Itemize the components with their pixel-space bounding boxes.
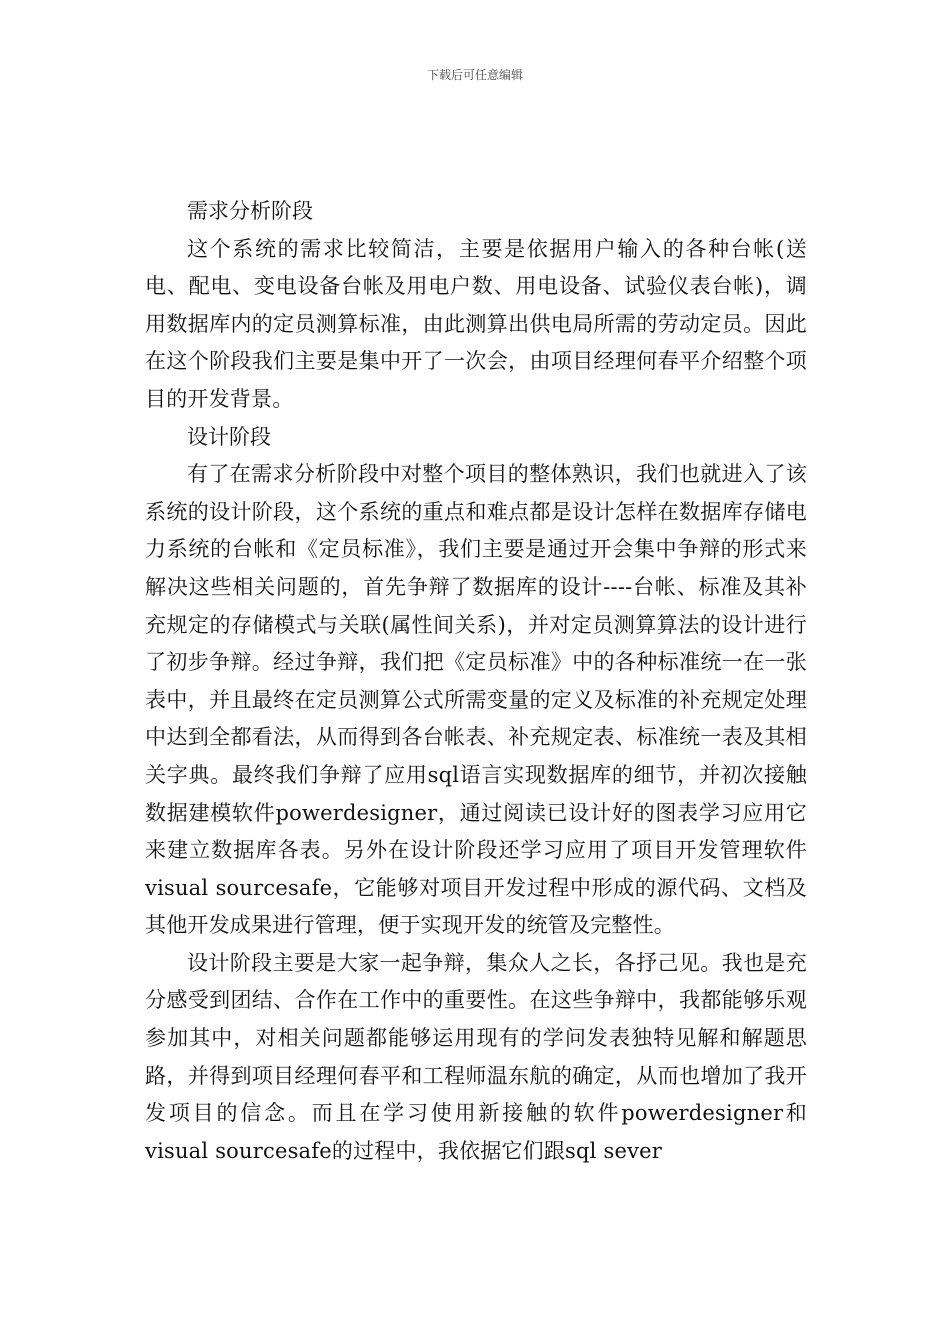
- paragraph-design-1: 有了在需求分析阶段中对整个项目的整体熟识，我们也就进入了该系统的设计阶段，这个系统的重点和难点都是设计怎样在数据库存储电力系统的台帐和《定员标准》，我们主要是通过开会集中争辩的形式来解决这些相关问题的，首先争辩了数据库的设计----台帐、标准及其补充规定的存储模式与关联(属性间关系)，并对定员测算算法的设计进行了初步争辩。经过争辩，我们把《定员标准》中的各种标准统一在一张表中，并且最终在定员测算公式所需变量的定义及标准的补充规定处理中达到全都看法，从而得到各台帐表、补充规定表、标准统一表及其相关字典。最终我们争辩了应用sql语言实现数据库的细节，并初次接触数据建模软件powerdesigner，通过阅读已设计好的图表学习应用它来建立数据库各表。另外在设计阶段还学习应用了项目开发管理软件visual sourcesafe，它能够对项目开发过程中形成的源代码、文档及其他开发成果进行管理，便于实现开发的统管及完整性。: [145, 462, 807, 938]
- section-heading-requirements: 需求分析阶段: [187, 199, 313, 223]
- section-heading-design: 设计阶段: [187, 424, 271, 449]
- document-body: [145, 193, 807, 1170]
- paragraph-requirements: 这个系统的需求比较简洁，主要是依据用户输入的各种台帐(送电、配电、变电设备台帐及用电户数、用电设备、试验仪表台帐)，调用数据库内的定员测算标准，由此测算出供电局所需的劳动定员。因此在这个阶段我们主要是集中开了一次会，由项目经理何春平介绍整个项目的开发背景。: [145, 236, 807, 411]
- paragraph-design-2: 设计阶段主要是大家一起争辩，集众人之长，各抒己见。我也是充分感受到团结、合作在工作中的重要性。在这些争辩中，我都能够乐观参加其中，对相关问题都能够运用现有的学问发表独特见解和解题思路，并得到项目经理何春平和工程师温东航的确定，从而也增加了我开发项目的信念。而且在学习使用新接触的软件powerdesigner和visual sourcesafe的过程中，我依据它们跟sql sever: [145, 950, 807, 1163]
- page-header: 下载后可任意编辑: [426, 68, 523, 82]
